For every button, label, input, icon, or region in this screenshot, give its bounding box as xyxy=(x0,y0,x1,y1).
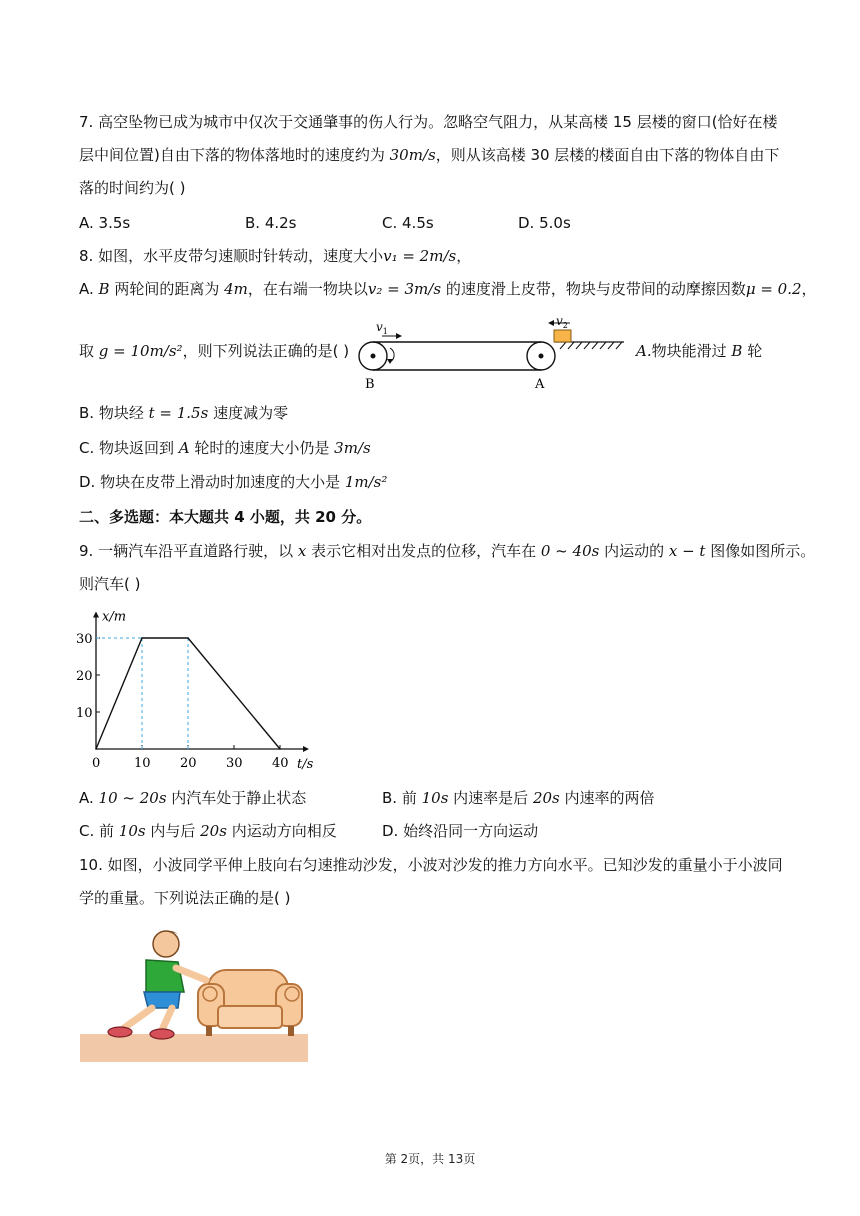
section-heading: 二、多选题：本大题共 4 小题，共 20 分。 xyxy=(79,508,372,526)
q8-text: ， xyxy=(456,247,472,265)
x-tick-label: 30 xyxy=(226,756,243,771)
q8-v2-value: v₂ = 3m/s xyxy=(367,280,442,298)
leg-front xyxy=(162,1008,172,1030)
q9-interval: 0 ~ 40s xyxy=(540,542,600,560)
q8-acceleration: 1m/s² xyxy=(344,473,388,491)
data-point xyxy=(279,748,281,750)
q8-text: 速度减为零 xyxy=(208,404,289,422)
page-footer: 第 2页，共 13页 xyxy=(384,1152,476,1166)
q9-text: 内速率的两倍 xyxy=(559,789,655,807)
shoe-front xyxy=(150,1029,174,1039)
q7-speed: 30m/s xyxy=(389,146,436,164)
q8-line-3 xyxy=(79,341,349,361)
q7-text: ，则从该高楼 30 层楼的楼面自由下落的物体自由下 xyxy=(435,146,780,164)
q9-option-a xyxy=(79,788,306,808)
q9-interval: 10s xyxy=(421,789,449,807)
q8-text: ，则下列说法正确的是( ) xyxy=(182,342,350,360)
q7-line-3: 落的时间约为( ) xyxy=(79,179,186,197)
y-axis-label: x/m xyxy=(102,609,127,625)
y-tick-label: 30 xyxy=(76,632,93,647)
q9-line-1 xyxy=(79,541,815,561)
q9-interval: 20s xyxy=(532,789,560,807)
ground-hatching xyxy=(560,342,622,349)
q9-text: B. 前 xyxy=(382,789,422,807)
q8-line-1 xyxy=(79,246,471,266)
q8-option-b xyxy=(79,403,288,423)
q9-text: 内汽车处于静止状态 xyxy=(166,789,307,807)
q8-text: 轮时的速度大小仍是 xyxy=(189,439,335,457)
q7-line-1: 7. 高空坠物已成为城市中仅次于交通肇事的伤人行为。忽略空气阻力，从某高楼 15 层楼的窗口(恰好在楼 xyxy=(79,113,778,131)
q9-interval: 10 ~ 20s xyxy=(98,789,167,807)
q9-text: 内运动的 xyxy=(599,542,669,560)
x-tick-label: 0 xyxy=(92,756,101,771)
q8-distance: 4m xyxy=(224,280,248,298)
q8-text: 物块能滑过 xyxy=(651,342,732,360)
q9-text: 内运动方向相反 xyxy=(226,822,337,840)
q8-option-a-label: A. xyxy=(636,342,652,360)
q7-option-c: C. 4.5s xyxy=(382,214,434,232)
q8-text: D. 物块在皮带上滑动时加速度的大小是 xyxy=(79,473,345,491)
q9-interval: 10s xyxy=(118,822,146,840)
x-tick-label: 40 xyxy=(272,756,289,771)
label-wheel-b: B xyxy=(365,377,375,392)
q8-text: 轮 xyxy=(742,342,763,360)
q8-text: 取 xyxy=(79,342,99,360)
q9-option-b xyxy=(382,788,655,808)
shoe-back xyxy=(108,1027,132,1037)
q9-text: C. 前 xyxy=(79,822,119,840)
q9-text: 图像如图所示。 xyxy=(705,542,816,560)
data-point xyxy=(187,637,189,639)
q8-speed: 3m/s xyxy=(334,439,371,457)
q8-time: t = 1.5s xyxy=(148,404,209,422)
q9-var-x: x xyxy=(297,542,307,560)
q9-text: 内与后 xyxy=(145,822,201,840)
shirt xyxy=(146,960,184,992)
q8-text: ， xyxy=(801,280,817,298)
q9-option-d: D. 始终沿同一方向运动 xyxy=(382,822,539,840)
label-v1: $v_1$ xyxy=(376,320,388,336)
y-tick-label: 10 xyxy=(76,706,93,721)
q9-graph-type: x − t xyxy=(668,542,706,560)
q9-text: 内速率是后 xyxy=(448,789,533,807)
q8-text: ，在右端一物块以 xyxy=(247,280,368,298)
q9-interval: 20s xyxy=(200,822,227,840)
q8-text: 两轮间的距离为 xyxy=(109,280,225,298)
axle-b xyxy=(371,354,376,359)
rotation-arrowhead-icon xyxy=(387,359,393,364)
q8-wheel-b: B xyxy=(98,280,110,298)
leg-back xyxy=(124,1008,152,1028)
boy-pushing-sofa-illustration xyxy=(80,922,308,1062)
q7-option-b: B. 4.2s xyxy=(245,214,297,232)
head xyxy=(153,931,179,957)
label-v2: $v_2$ xyxy=(556,314,568,330)
x-tick-label: 20 xyxy=(180,756,197,771)
sofa xyxy=(198,970,302,1036)
v1-arrowhead-icon xyxy=(396,333,402,339)
conveyor-belt-diagram xyxy=(352,312,634,392)
q9-text: 表示它相对出发点的位移，汽车在 xyxy=(306,542,541,560)
y-tick-label: 20 xyxy=(76,669,93,684)
q8-mu-value: μ = 0.2 xyxy=(745,280,802,298)
q9-text: A. xyxy=(79,789,99,807)
q8-wheel-b: B xyxy=(731,342,743,360)
q9-text: 9. 一辆汽车沿平直道路行驶，以 xyxy=(79,542,298,560)
x-tick-label: 10 xyxy=(134,756,151,771)
q8-text: A. xyxy=(79,280,99,298)
q8-text: 的速度滑上皮带，物块与皮带间的动摩擦因数 xyxy=(441,280,746,298)
y-axis-arrow-icon xyxy=(93,612,99,618)
q8-text: 8. 如图，水平皮带匀速顺时针转动，速度大小 xyxy=(79,247,384,265)
x-axis-arrow-icon xyxy=(303,746,309,752)
data-point xyxy=(141,637,143,639)
q8-line-2 xyxy=(79,279,817,299)
q8-option-d xyxy=(79,472,387,492)
v2-arrowhead-icon xyxy=(548,320,554,326)
xt-graph xyxy=(72,602,342,780)
floor xyxy=(80,1034,308,1062)
block xyxy=(554,330,571,342)
q9-line-2: 则汽车( ) xyxy=(79,575,141,593)
label-wheel-a: A xyxy=(535,377,545,392)
boy xyxy=(108,931,206,1039)
q10-line-2: 学的重量。下列说法正确的是( ) xyxy=(79,889,291,907)
q7-option-d: D. 5.0s xyxy=(518,214,571,232)
q8-g-value: g = 10m/s² xyxy=(98,342,183,360)
q7-option-a: A. 3.5s xyxy=(79,214,131,232)
q8-text: B. 物块经 xyxy=(79,404,149,422)
q10-line-1: 10. 如图，小波同学平伸上肢向右匀速推动沙发，小波对沙发的推力方向水平。已知沙发的重量小于小波同 xyxy=(79,856,783,874)
axle-a xyxy=(539,354,544,359)
q8-wheel-a: A xyxy=(178,439,190,457)
q9-option-c xyxy=(79,821,337,841)
q8-text: C. 物块返回到 xyxy=(79,439,179,457)
data-point xyxy=(95,748,97,750)
q8-option-a xyxy=(636,341,762,361)
q7-text: 层中间位置)自由下落的物体落地时的速度约为 xyxy=(79,146,390,164)
q8-option-c xyxy=(79,438,371,458)
q8-v1-value: v₁ = 2m/s xyxy=(383,247,457,265)
x-axis-label: t/s xyxy=(297,757,314,772)
q7-line-2 xyxy=(79,145,779,165)
